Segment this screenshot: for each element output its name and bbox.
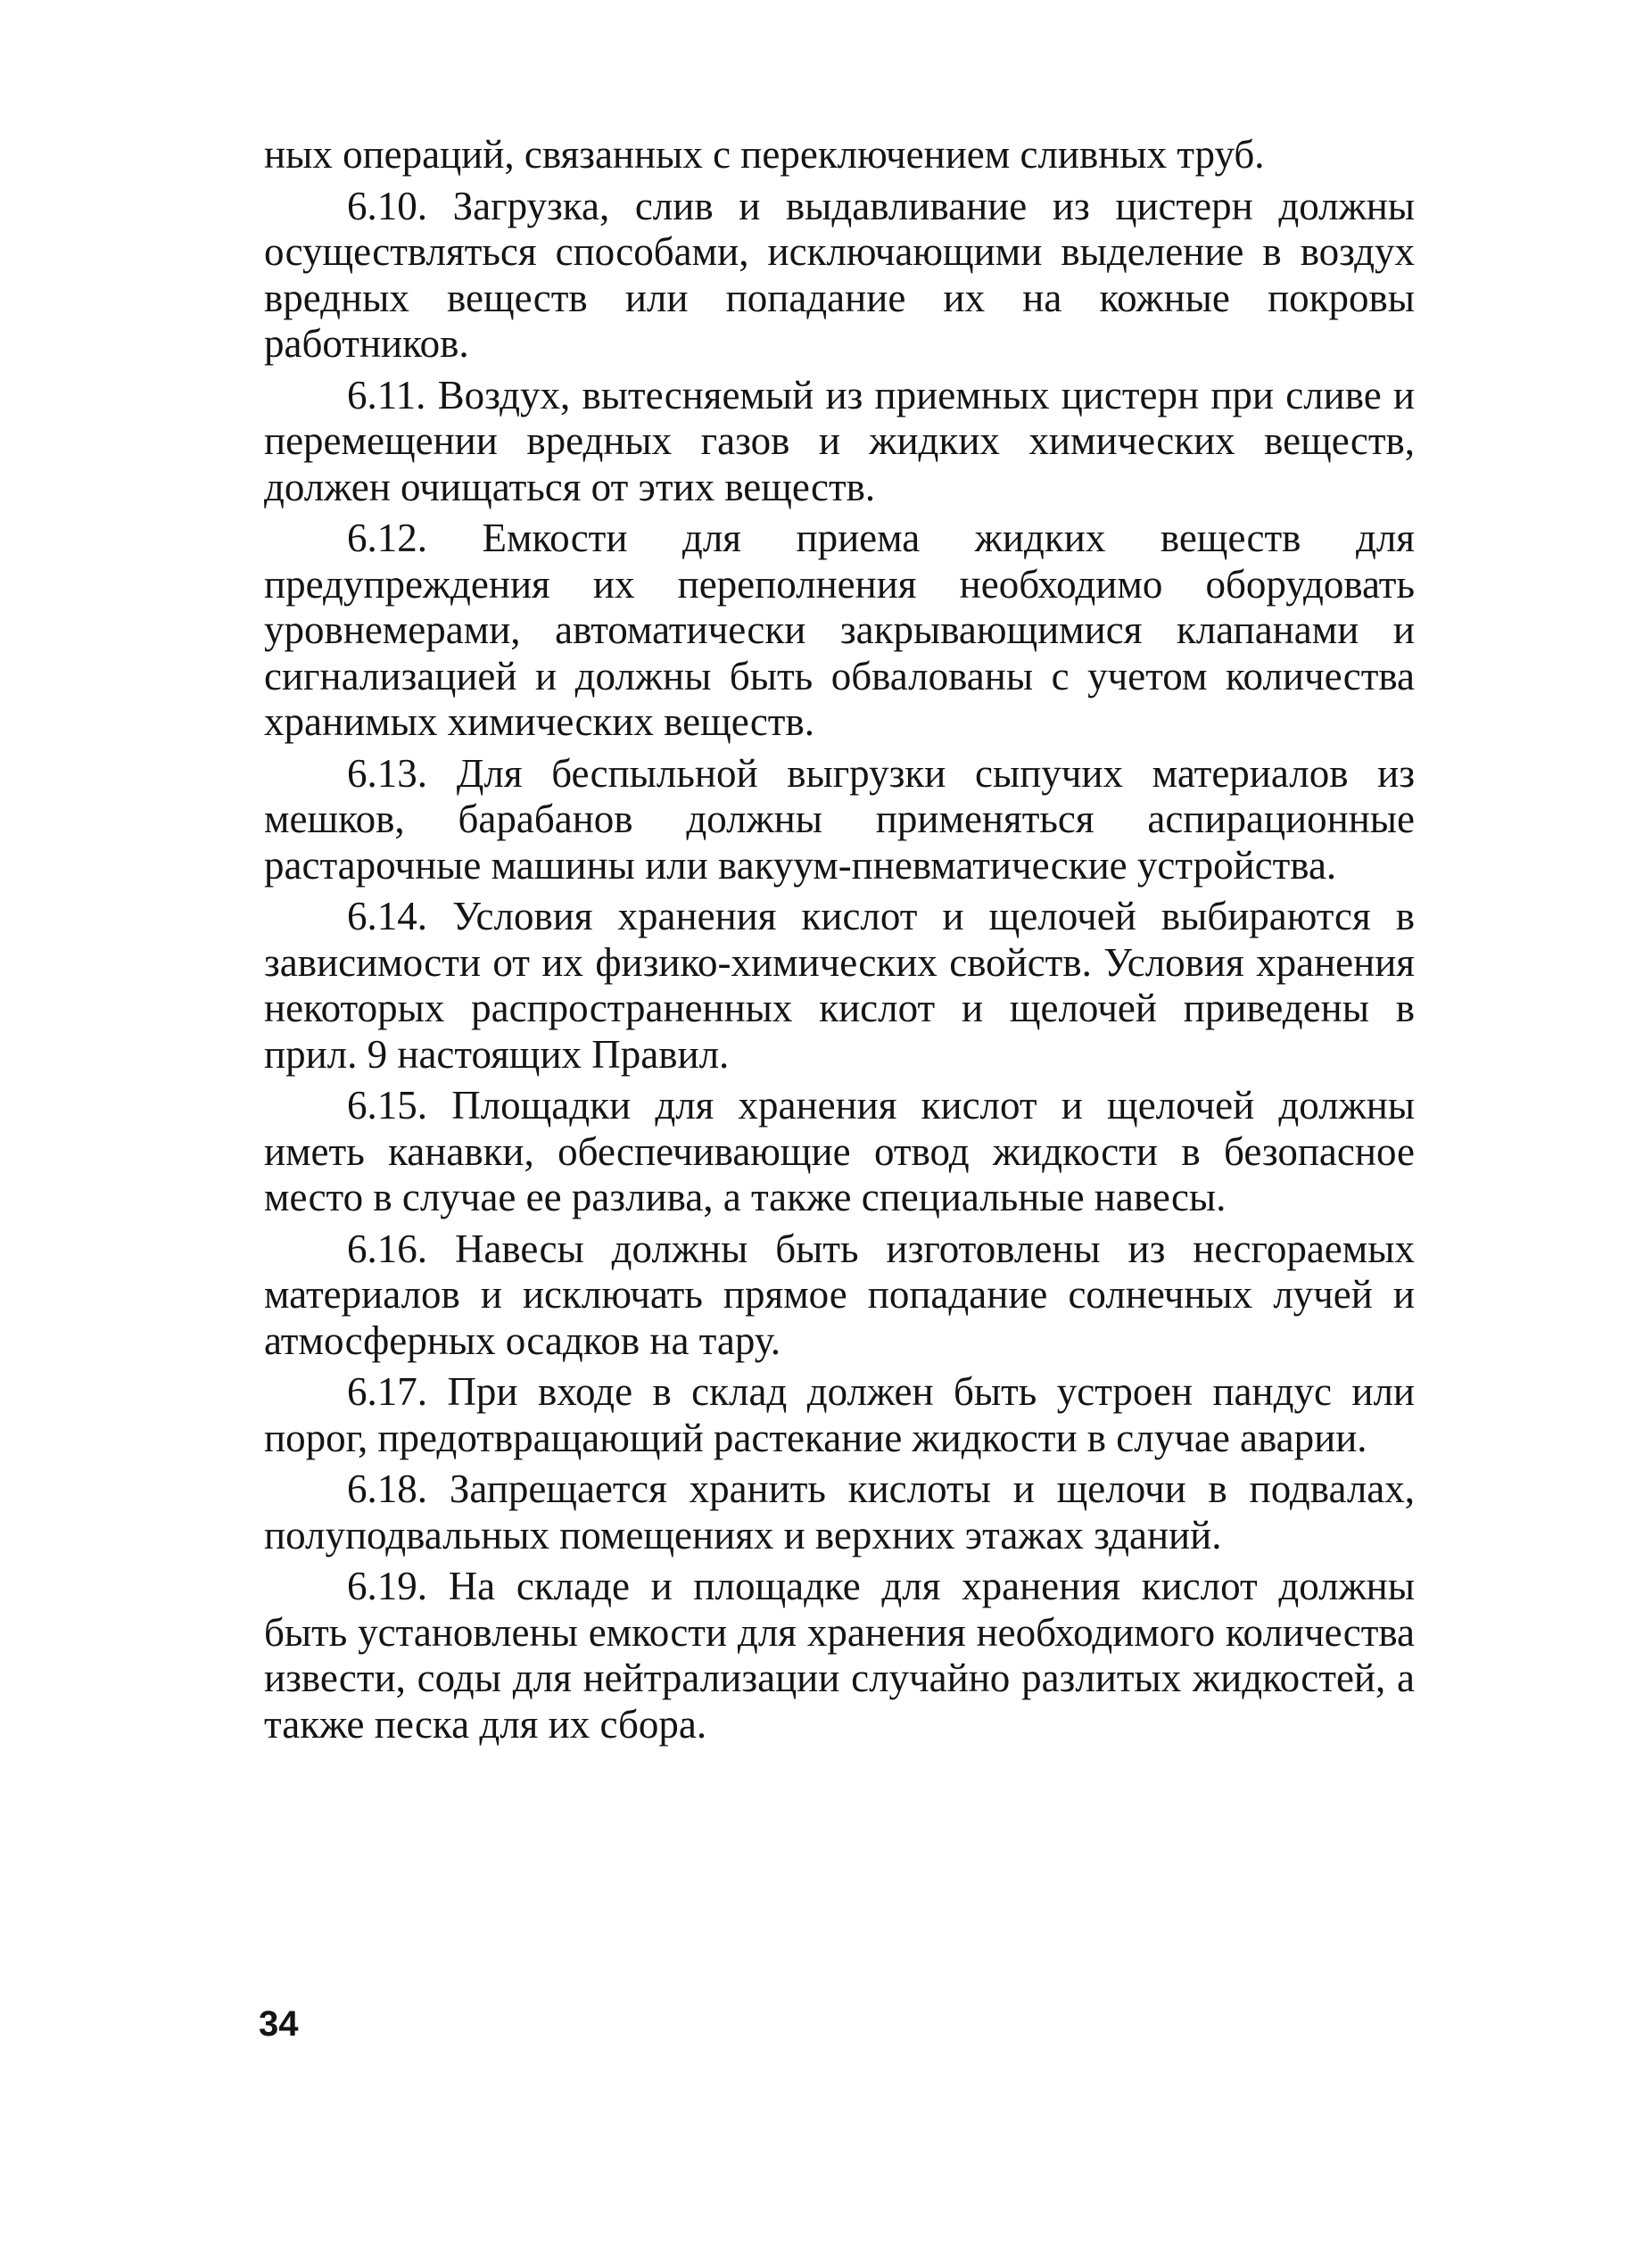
paragraph-text: При входе в склад должен быть устроен пандус или порог, предотвращающий растекание жидкости в случае аварии. (264, 1369, 1415, 1460)
paragraph-number: 6.19. (347, 1564, 427, 1608)
paragraph-number: 6.16. (347, 1226, 427, 1271)
paragraph-text: ных операций, связанных с переключением сливных труб. (264, 132, 1265, 177)
paragraph-6-15 (264, 1083, 1415, 1221)
paragraph-text: Емкости для приема жидких веществ для предупреждения их переполнения необходимо оборудовать уровнемерами, автоматически закрывающимися клапанами и сигнализацией и должны быть обвалованы с учетом количества хранимых химических веществ. (264, 516, 1415, 744)
paragraph-6-10 (264, 184, 1415, 368)
paragraph-continuation (264, 132, 1415, 178)
paragraph-text: Для беспыльной выгрузки сыпучих материалов из мешков, барабанов должны применяться аспирационные растарочные машины или вакуум-пневматические устройства. (264, 750, 1415, 888)
paragraph-text: Воздух, вытесняемый из приемных цистерн при сливе и перемещении вредных газов и жидких химических веществ, должен очищаться от этих веществ. (264, 372, 1416, 509)
paragraph-number: 6.11. (347, 372, 426, 417)
body-text (264, 132, 1415, 1753)
paragraph-text: Навесы должны быть изготовлены из несгораемых материалов и исключать прямое попадание солнечных лучей и атмосферных осадков на тару. (264, 1226, 1415, 1363)
paragraph-text: Площадки для хранения кислот и щелочей должны иметь канавки, обеспечивающие отвод жидкости в безопасное место в случае ее разлива, а также специальные навесы. (264, 1083, 1416, 1219)
page-number: 34 (259, 2004, 299, 2044)
paragraph-text: Запрещается хранить кислоты и щелочи в подвалах, полуподвальных помещениях и верхних этажах зданий. (264, 1466, 1415, 1557)
paragraph-number: 6.15. (347, 1083, 427, 1128)
paragraph-6-18 (264, 1466, 1415, 1558)
paragraph-6-13 (264, 751, 1415, 889)
paragraph-number: 6.14. (347, 894, 427, 938)
paragraph-6-11 (264, 373, 1415, 511)
paragraph-number: 6.12. (347, 516, 427, 560)
paragraph-text: Условия хранения кислот и щелочей выбираются в зависимости от их физико-химических свойств. Условия хранения некоторых распространенных кислот и щелочей приведены в прил. 9 настоящих Правил. (264, 894, 1416, 1077)
paragraph-6-14 (264, 894, 1415, 1078)
paragraph-number: 6.13. (347, 750, 427, 796)
paragraph-number: 6.18. (347, 1466, 427, 1511)
paragraph-6-19 (264, 1564, 1415, 1747)
paragraph-number: 6.10. (347, 183, 427, 228)
paragraph-6-17 (264, 1369, 1415, 1461)
paragraph-6-16 (264, 1227, 1415, 1365)
paragraph-number: 6.17. (347, 1369, 427, 1414)
paragraph-6-12 (264, 516, 1415, 746)
paragraph-text: Загрузка, слив и выдавливание из цистерн должны осуществляться способами, исключающими выделение в воздух вредных веществ или попадание их на кожные покровы работников. (264, 183, 1416, 366)
paragraph-text: На складе и площадке для хранения кислот должны быть установлены емкости для хранения необходимого количества извести, соды для нейтрализации случайно разлитых жидкостей, а также песка для их сбора. (264, 1564, 1415, 1747)
